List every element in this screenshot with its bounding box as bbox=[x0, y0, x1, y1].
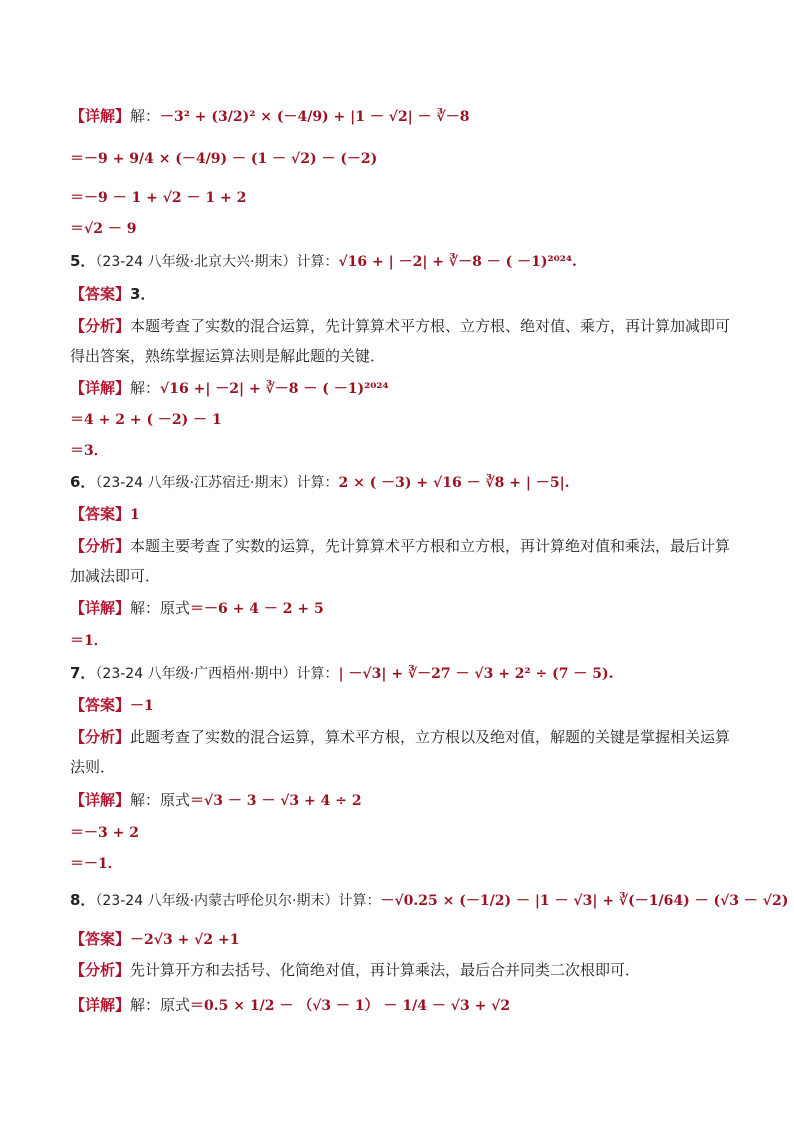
detail-line-q7: 【详解】解：原式＝√3 － 3 － √3 + 4 ÷ 2 bbox=[70, 791, 362, 809]
q5-step-1: ＝4 + 2 + ( －2) － 1 bbox=[70, 412, 222, 428]
q4-step-3: ＝√2 － 9 bbox=[70, 221, 137, 237]
detail-line-q5: 【详解】解：√16 +| －2| + ∛－8 － ( －1)²⁰²⁴ bbox=[70, 379, 389, 397]
answer-value: 3． bbox=[130, 285, 156, 303]
question-expression: √16 + | －2| + ∛－8 － ( －1)²⁰²⁴. bbox=[338, 254, 577, 270]
detail-line-q8: 【详解】解：原式＝0.5 × 1/2 － （√3 － 1） － 1/4 － √3 + √2 bbox=[70, 996, 511, 1014]
q7-step-2: ＝－1． bbox=[70, 856, 122, 872]
question-5 bbox=[70, 250, 734, 273]
analysis-line-q7: 【分析】此题考查了实数的混合运算，算术平方根，立方根以及绝对值，解题的关键是掌握相关运算法则． bbox=[70, 728, 731, 776]
q4-step-2: ＝－9 － 1 + √2 － 1 + 2 bbox=[70, 190, 247, 206]
question-7: 7．（23-24 八年级·广西梧州·期中）计算：| －√3| + ∛－27 － √3 + 2² ÷ (7 － 5). bbox=[70, 664, 614, 682]
answer-line-q6: 【答案】1 bbox=[70, 505, 140, 523]
solve-label: 解： bbox=[130, 107, 161, 125]
question-6: 6．（23-24 八年级·江苏宿迁·期末）计算：2 × ( －3) + √16 － ∛8 + | －5|. bbox=[70, 473, 570, 491]
question-8: 8．（23-24 八年级·内蒙古呼伦贝尔·期末）计算：－√0.25 × (－1/2) － |1 － √3| + ∛(－1/64) － (√3 － √2) bbox=[70, 891, 789, 909]
analysis-line-q5: 【分析】本题考查了实数的混合运算，先计算算术平方根、立方根、绝对值、乘方，再计算加减即可得出答案，熟练掌握运算法则是解此题的关键． bbox=[70, 317, 731, 365]
analysis-line-q6: 【分析】本题主要考查了实数的运算，先计算算术平方根和立方根，再计算绝对值和乘法，最后计算加减法即可． bbox=[70, 537, 731, 585]
question-number: 5． bbox=[70, 252, 96, 270]
q5-step-2: ＝3． bbox=[70, 443, 108, 459]
analysis-text: 本题考查了实数的混合运算，先计算算术平方根、立方根、绝对值、乘方，再计算加减即可得出答案，熟练掌握运算法则是解此题的关键． bbox=[70, 317, 731, 365]
q7-step-1: ＝－3 + 2 bbox=[70, 825, 139, 841]
answer-line-q5: 【答案】3． bbox=[70, 285, 156, 303]
q4-expression: －3² + (3/2)² × (－4/9) + |1 － √2| － ∛－8 bbox=[160, 109, 470, 125]
q4-step-1: ＝－9 + 9/4 × (－4/9) － (1 － √2) － (－2) bbox=[70, 151, 378, 167]
detail-line-q6: 【详解】解：原式＝－6 + 4 － 2 + 5 bbox=[70, 599, 324, 617]
answer-line-q7: 【答案】－1 bbox=[70, 696, 154, 714]
analysis-line-q8: 【分析】先计算开方和去括号、化简绝对值，再计算乘法，最后合并同类二次根即可． bbox=[70, 961, 641, 979]
answer-line-q8: 【答案】－2√3 + √2 +1 bbox=[70, 930, 240, 948]
detail-tag: 【详解】 bbox=[70, 107, 131, 125]
detail-line-q4 bbox=[70, 105, 734, 128]
q6-step-1: ＝1． bbox=[70, 633, 108, 649]
question-source: （23-24 八年级·北京大兴·期末）计算： bbox=[95, 254, 339, 270]
